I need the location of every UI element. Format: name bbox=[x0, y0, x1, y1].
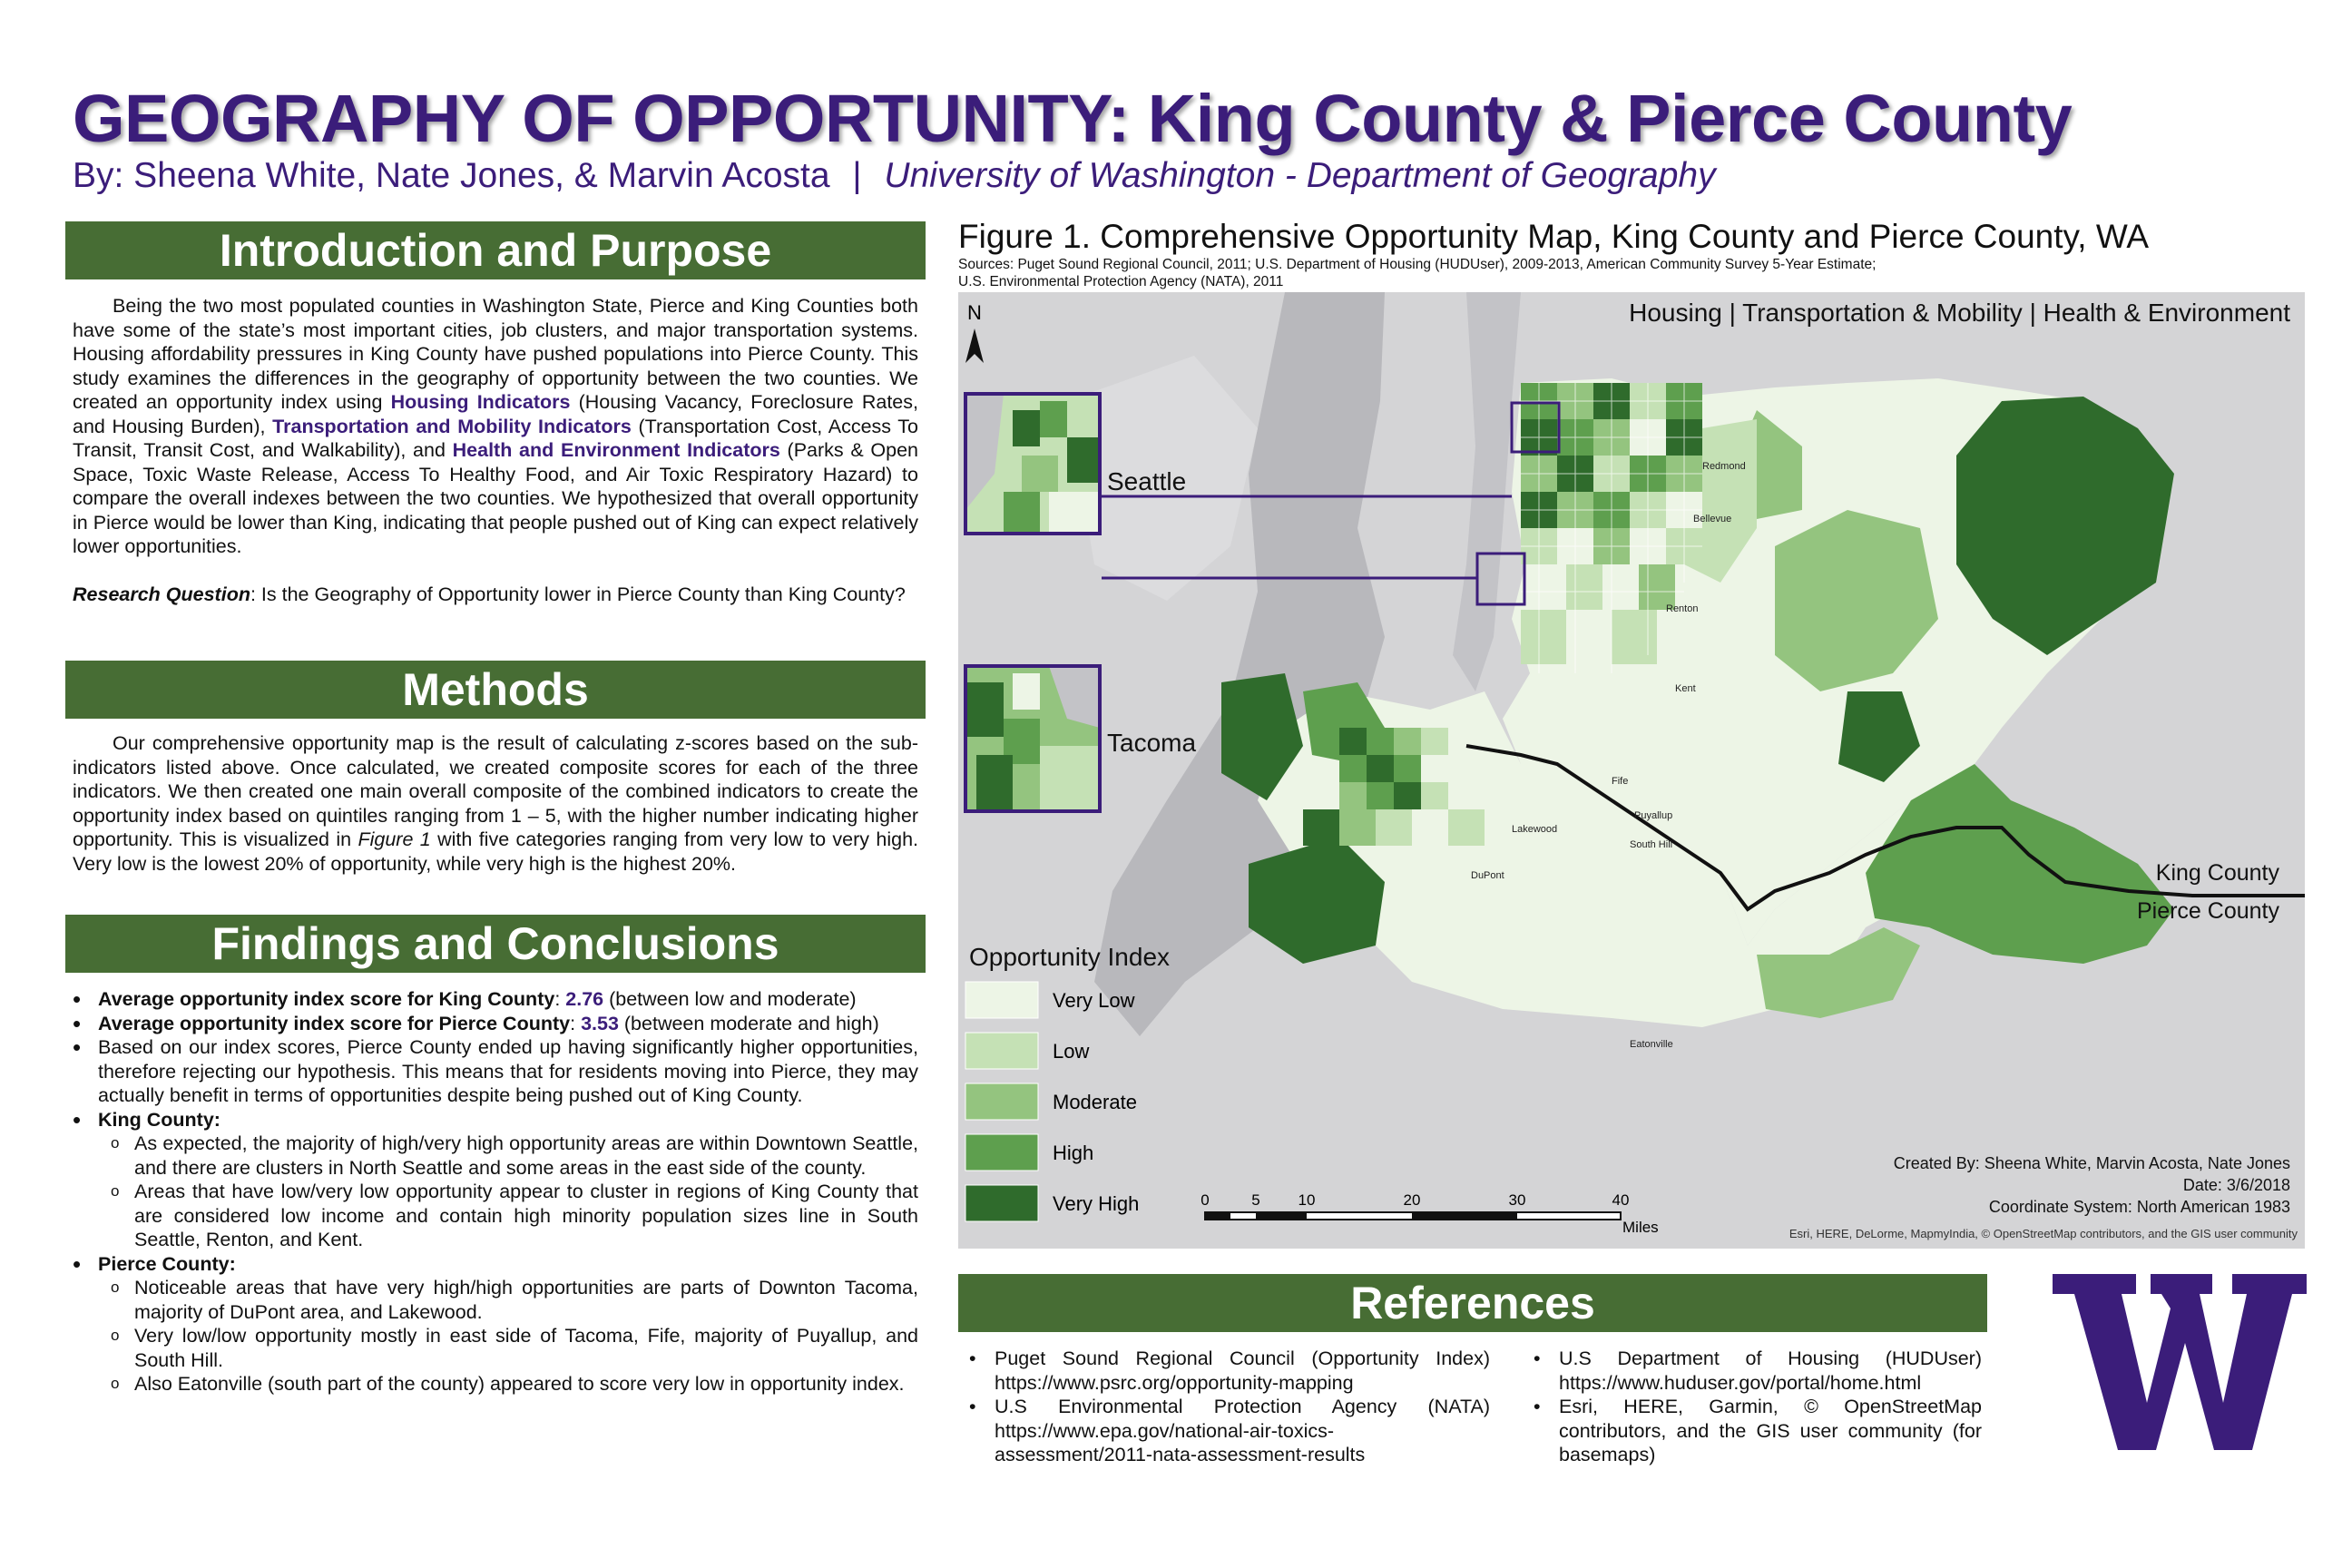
list-item: o As expected, the majority of high/very high opportunity areas are within Downtown Seattle, and there are clusters in North Seattle and some areas in the east side of the county. bbox=[134, 1132, 918, 1180]
credit-crs: Coordinate System: North American 1983 bbox=[1988, 1198, 2290, 1216]
figure-title: Figure 1. Comprehensive Opportunity Map, King County and Pierce County, WA bbox=[958, 218, 2150, 255]
uw-logo-icon bbox=[2053, 1274, 2307, 1450]
place-label: Puyallup bbox=[1634, 810, 1673, 821]
scale-tick-label: 10 bbox=[1298, 1191, 1316, 1209]
place-label: Redmond bbox=[1702, 461, 1746, 472]
credit-created: Created By: Sheena White, Marvin Acosta, Nate Jones bbox=[1893, 1154, 2290, 1172]
place-label: DuPont bbox=[1471, 870, 1504, 881]
sources-line: Sources: Puget Sound Regional Council, 2011; U.S. Department of Housing (HUDUser), 2009-2013, American Community Survey 5-Year Estimate; bbox=[958, 257, 1877, 272]
legend-swatch bbox=[965, 1033, 1038, 1069]
reference-item: • Puget Sound Regional Council (Opportunity Index) https://www.psrc.org/opportunity-mapping bbox=[995, 1347, 1490, 1395]
byline-separator: | bbox=[852, 156, 862, 195]
legend-label: Very Low bbox=[1053, 989, 1135, 1012]
figure-sources bbox=[958, 256, 2301, 290]
list-item: o Noticeable areas that have very high/high opportunities are parts of Downton Tacoma, majority of DuPont area, and Lakewood. bbox=[134, 1276, 918, 1324]
scale-unit: Miles bbox=[1622, 1219, 1659, 1236]
place-label: Kent bbox=[1675, 683, 1696, 694]
references-heading: References bbox=[958, 1274, 1987, 1332]
place-label: South Hill bbox=[1630, 839, 1673, 850]
research-question: Research Question: Is the Geography of Opportunity lower in Pierce County than King County? bbox=[73, 583, 906, 605]
scale-tick-label: 20 bbox=[1403, 1191, 1421, 1209]
methods-paragraph: Our comprehensive opportunity map is the result of calculating z-scores based on the sub-indicators listed above. Once calculated, we created composite scores for each of the three indicators. We then created one main overall composite of the combined indicators to create the opportunity index based on quintiles ranging from 1 – 5, with the higher number indicating higher opportunity. This is visualized in Figure 1 with five categories ranging from very low to very high. Very low is the lowest 20% of opportunity, while very high is the highest 20%. bbox=[73, 732, 919, 875]
finding-pierce-score: • Average opportunity index score for Pierce County: 3.53 (between moderate and high) bbox=[98, 1012, 918, 1036]
finding-king-score: • Average opportunity index score for King County: 2.76 (between low and moderate) bbox=[98, 987, 918, 1012]
place-label: Eatonville bbox=[1630, 1039, 1673, 1050]
legend-swatch bbox=[965, 982, 1038, 1018]
legend-label: High bbox=[1053, 1142, 1094, 1164]
finding-pierce-county: • Pierce County: o Noticeable areas that have very high/high opportunities are parts of Downton Tacoma, majority of DuPont area, and Lakewood. o Very low/low opportunity mostly in east side of Tacoma, Fife, majority of Puyallup, and South Hill. o Also Eatonville (south part of the county) appeared to score very low in opportunity index. bbox=[98, 1252, 918, 1396]
legend-label: Low bbox=[1053, 1040, 1090, 1063]
references-col-2 bbox=[1528, 1347, 1982, 1467]
list-item: o Also Eatonville (south part of the county) appeared to score very low in opportunity index. bbox=[134, 1372, 918, 1396]
place-label: Lakewood bbox=[1512, 824, 1558, 835]
reference-item: • U.S Environmental Protection Agency (NATA) https://www.epa.gov/national-air-toxics-assessment/2011-nata-assessment-results bbox=[995, 1395, 1490, 1467]
byline bbox=[73, 156, 1716, 196]
map-legend bbox=[958, 927, 1185, 1249]
place-label: Fife bbox=[1612, 776, 1629, 787]
scale-tick-label: 0 bbox=[1200, 1191, 1210, 1209]
authors: By: Sheena White, Nate Jones, & Marvin Acosta bbox=[73, 156, 830, 195]
legend-label: Moderate bbox=[1053, 1091, 1137, 1113]
legend-swatch bbox=[965, 1083, 1038, 1120]
place-label: Bellevue bbox=[1693, 514, 1732, 524]
list-item: o Areas that have low/very low opportunity appear to cluster in regions of King County that are considered low income and contain high minority population sizes line in South Seattle, Renton, and Kent. bbox=[134, 1180, 918, 1252]
legend-title: Opportunity Index bbox=[969, 943, 1171, 971]
finding-conclusion: • Based on our index scores, Pierce County ended up having significantly higher opportunities, therefore rejecting our hypothesis. This means that for residents moving into Pierce, they may actually benefit in terms of opportunities despite being pushed out of King County. bbox=[98, 1035, 918, 1108]
scale-tick-label: 40 bbox=[1612, 1191, 1630, 1209]
credit-basemap: Esri, HERE, DeLorme, MapmyIndia, © OpenStreetMap contributors, and the GIS user community bbox=[1788, 1227, 2298, 1240]
list-item: o Very low/low opportunity mostly in east side of Tacoma, Fife, majority of Puyallup, and South Hill. bbox=[134, 1324, 918, 1372]
inset-label-tacoma: Tacoma bbox=[1107, 729, 1197, 757]
reference-item: • U.S Department of Housing (HUDUser) https://www.huduser.gov/portal/home.html bbox=[1559, 1347, 1982, 1395]
poster-title: GEOGRAPHY OF OPPORTUNITY: King County & Pierce County bbox=[73, 81, 2073, 156]
inset-label-seattle: Seattle bbox=[1107, 467, 1187, 495]
scale-tick-label: 30 bbox=[1508, 1191, 1526, 1209]
intro-heading: Introduction and Purpose bbox=[65, 221, 926, 279]
references-col-1 bbox=[964, 1347, 1490, 1467]
findings-heading: Findings and Conclusions bbox=[65, 915, 926, 973]
sources-line: U.S. Environmental Protection Agency (NATA), 2011 bbox=[958, 274, 1284, 289]
intro-paragraph: Being the two most populated counties in Washington State, Pierce and King Counties both have some of the state’s most important cities, job clusters, and major transportation systems. Housing affordability pressures in King County have pushed populations into Pierce County. This study examines the differences in the geography of opportunity between the two counties. We created an opportunity index using Housing Indicators (Housing Vacancy, Foreclosure Rates, and Housing Burden), Transportation and Mobility Indicators (Transportation Cost, Access To Transit, Transit Cost, and Walkability), and Health and Environment Indicators (Parks & Open Space, Toxic Waste Release, Access To Healthy Food, and Air Toxic Respiratory Hazard) to compare the overall indexes between the two counties. We hypothesized that overall opportunity in Pierce would be lower than King, indicating that people pushed out of King can expect relatively lower opportunities. bbox=[73, 295, 919, 557]
king-county-label: King County bbox=[2155, 860, 2279, 886]
findings-text bbox=[67, 987, 918, 1396]
finding-king-county: • King County: o As expected, the majority of high/very high opportunity areas are within Downtown Seattle, and there are clusters in North Seattle and some areas in the east side of the county. o Areas that have low/very low opportunity appear to cluster in regions of King County that are considered low income and contain high minority population sizes line in South Seattle, Renton, and Kent. bbox=[98, 1108, 918, 1252]
institution: University of Washington - Department of Geography bbox=[884, 156, 1716, 195]
scale-tick-label: 5 bbox=[1251, 1191, 1260, 1209]
place-label: Renton bbox=[1666, 603, 1699, 614]
reference-item: • Esri, HERE, Garmin, © OpenStreetMap contributors, and the GIS user community (for basemaps) bbox=[1559, 1395, 1982, 1467]
credit-date: Date: 3/6/2018 bbox=[2182, 1176, 2290, 1194]
legend-label: Very High bbox=[1053, 1192, 1140, 1215]
intro-text bbox=[73, 294, 918, 606]
north-label: N bbox=[967, 301, 982, 324]
opportunity-map bbox=[958, 292, 2305, 1249]
map-header: Housing | Transportation & Mobility | Health & Environment bbox=[1629, 299, 2290, 327]
methods-heading: Methods bbox=[65, 661, 926, 719]
methods-text bbox=[73, 731, 918, 876]
legend-swatch bbox=[965, 1134, 1038, 1171]
legend-swatch bbox=[965, 1185, 1038, 1221]
pierce-county-label: Pierce County bbox=[2136, 898, 2279, 924]
